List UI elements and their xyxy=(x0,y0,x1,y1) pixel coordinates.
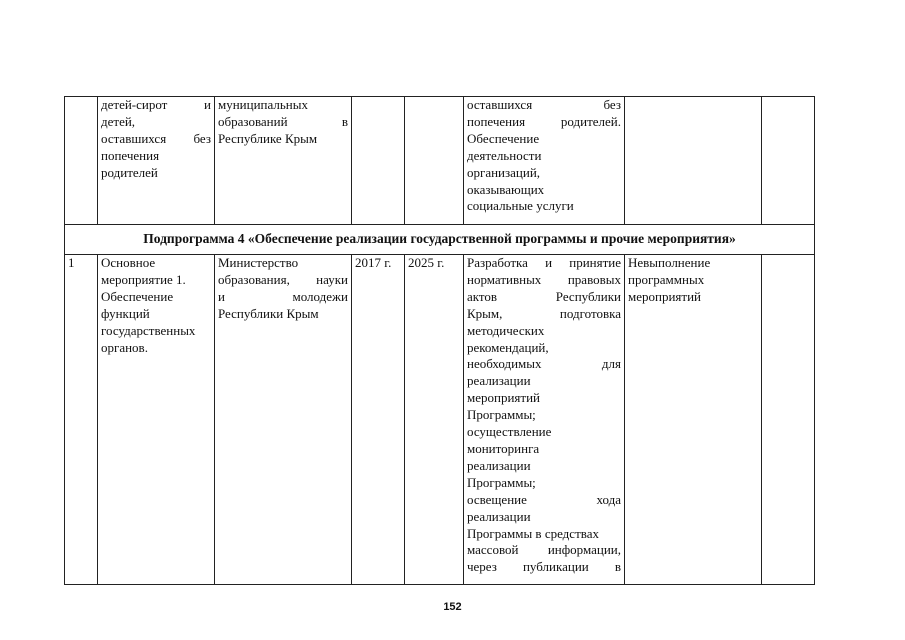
cell-line: детей, xyxy=(101,113,136,129)
cell-line: методических xyxy=(467,322,545,338)
cell-line: осуществление xyxy=(467,424,552,440)
word: актов xyxy=(467,288,498,304)
program-table xyxy=(64,96,815,585)
cell-line: мероприятий xyxy=(467,390,540,406)
subprogram-title: Подпрограмма 4 «Обеспечение реализации государственной программы и прочие мероприятия» xyxy=(65,225,815,255)
word: без xyxy=(603,97,621,112)
cell-beneficiaries xyxy=(98,97,215,225)
cell-start xyxy=(352,97,405,225)
cell-line: Республике Крым xyxy=(218,130,318,146)
word: и xyxy=(204,97,211,112)
word: подготовка xyxy=(559,305,621,321)
cell-notes xyxy=(762,97,815,225)
word: хода xyxy=(596,491,621,507)
cell-activity xyxy=(98,255,215,585)
cell-consequences xyxy=(625,97,762,225)
word: и xyxy=(218,288,225,304)
table-row xyxy=(65,255,815,585)
cell-line: Обеспечение xyxy=(467,130,540,146)
cell-executor xyxy=(215,255,352,585)
page-number: 152 xyxy=(443,601,462,613)
cell-line: мероприятие 1. xyxy=(101,271,186,287)
cell-line: Основное xyxy=(101,255,156,270)
word: родителей. xyxy=(560,113,621,129)
cell-line: попечения xyxy=(101,147,160,163)
word: молодежи xyxy=(292,288,348,304)
word: освещение xyxy=(467,491,527,507)
word: нормативных xyxy=(467,271,542,287)
cell-notes xyxy=(762,255,815,585)
word: информации, xyxy=(547,542,621,558)
cell-line: мониторинга xyxy=(467,440,540,456)
cell-line: рекомендаций, xyxy=(467,339,549,355)
table-row-continued xyxy=(65,97,815,225)
cell-line: Невыполнение xyxy=(628,255,711,270)
word: в xyxy=(341,113,348,129)
cell-result xyxy=(464,97,625,225)
word: массовой xyxy=(467,542,519,558)
cell-consequences xyxy=(625,255,762,585)
cell-line: деятельности xyxy=(467,147,542,163)
cell-line: Обеспечение xyxy=(101,288,174,304)
word: попечения xyxy=(467,113,526,129)
cell-line: реализации xyxy=(467,373,531,389)
cell-line: Республики Крым xyxy=(218,305,319,321)
cell-num xyxy=(65,97,98,225)
word: образований xyxy=(218,113,288,129)
cell-line: организаций, xyxy=(467,164,541,180)
cell-line: оказывающих xyxy=(467,181,545,197)
word: детей-сирот xyxy=(101,97,168,112)
cell-num: 1 xyxy=(65,255,98,585)
cell-line: мероприятий xyxy=(628,288,701,304)
cell-end: 2025 г. xyxy=(405,255,464,585)
word: без xyxy=(193,130,211,146)
cell-line: Программы в средствах xyxy=(467,525,599,541)
cell-line: родителей xyxy=(101,164,158,180)
word: принятие xyxy=(569,255,621,270)
word: через xyxy=(467,559,497,575)
cell-line: Министерство xyxy=(218,255,299,270)
word: оставшихся xyxy=(101,130,167,146)
word: и xyxy=(545,255,553,270)
word: Крым, xyxy=(467,305,503,321)
word: для xyxy=(601,356,621,372)
word: Республики xyxy=(555,288,621,304)
word: Разработка xyxy=(467,255,528,270)
word: в xyxy=(614,559,621,575)
cell-line: государственных xyxy=(101,322,196,338)
cell-line: Программы; xyxy=(467,474,536,490)
cell-line: социальные услуги xyxy=(467,198,574,214)
cell-line: реализации xyxy=(467,508,531,524)
cell-line: органов. xyxy=(101,339,148,355)
word: правовых xyxy=(567,271,621,287)
cell-line: функций xyxy=(101,305,150,321)
word: необходимых xyxy=(467,356,542,372)
cell-start: 2017 г. xyxy=(352,255,405,585)
cell-end xyxy=(405,97,464,225)
word: науки xyxy=(316,271,348,287)
word: образования, xyxy=(218,271,290,287)
word: публикации xyxy=(522,559,589,575)
cell-executor xyxy=(215,97,352,225)
cell-line: муниципальных xyxy=(218,97,309,112)
cell-line: реализации xyxy=(467,457,531,473)
cell-result xyxy=(464,255,625,585)
word: оставшихся xyxy=(467,97,533,112)
cell-line: программных xyxy=(628,271,705,287)
cell-line: Программы; xyxy=(467,407,536,423)
subprogram-header-row xyxy=(65,225,815,255)
